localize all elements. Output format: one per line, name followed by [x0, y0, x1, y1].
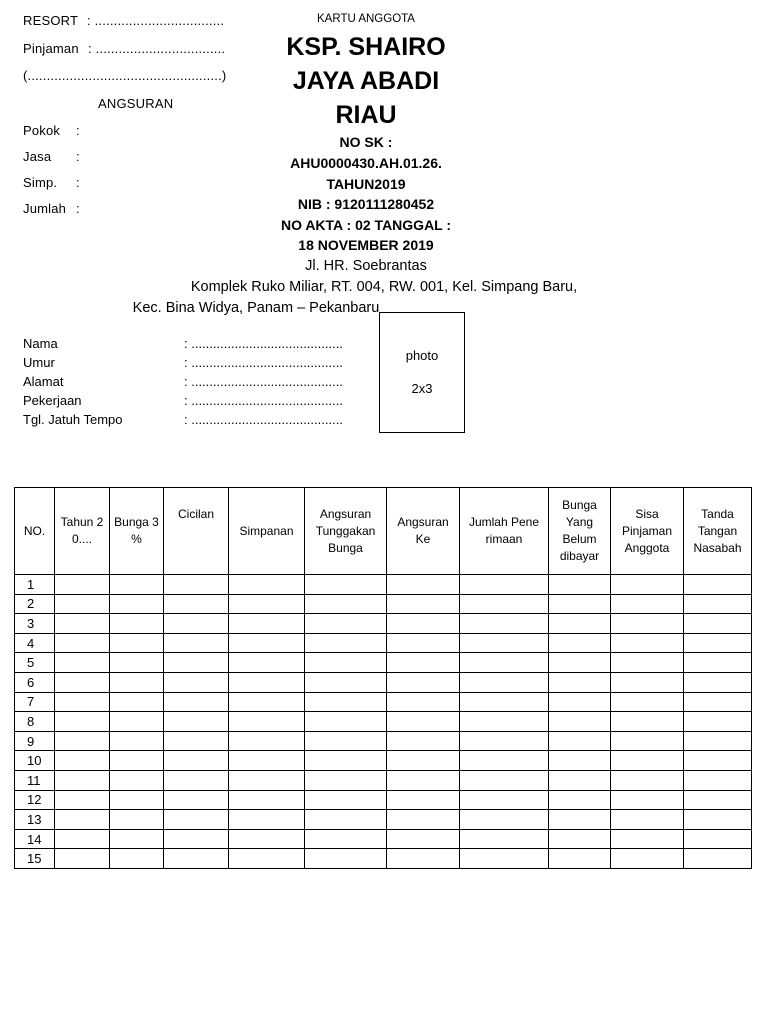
table-row — [15, 731, 752, 751]
pekerjaan-label: Pekerjaan — [23, 393, 82, 408]
table-cell[interactable] — [55, 712, 110, 732]
table-cell[interactable] — [549, 829, 611, 849]
table-cell[interactable] — [164, 633, 229, 653]
table-cell[interactable] — [549, 575, 611, 595]
row-number: 4 — [15, 633, 55, 653]
table-cell[interactable] — [164, 692, 229, 712]
table-row — [15, 653, 752, 673]
table-cell[interactable] — [387, 575, 460, 595]
header-simpanan: Simpanan — [229, 488, 305, 575]
table-cell[interactable] — [55, 692, 110, 712]
row-number: 9 — [15, 731, 55, 751]
table-row — [15, 751, 752, 771]
table-cell[interactable] — [387, 614, 460, 634]
table-cell[interactable] — [460, 594, 549, 614]
table-row — [15, 692, 752, 712]
org-name-line-1: KSP. SHAIRO — [286, 33, 446, 61]
pekerjaan-fill: : .......................................... — [184, 393, 343, 408]
table-cell[interactable] — [611, 731, 684, 751]
akta-line: NO AKTA : 02 TANGGAL : — [280, 217, 452, 233]
table-cell[interactable] — [549, 770, 611, 790]
table-cell[interactable] — [110, 575, 164, 595]
sk-line-3: TAHUN2019 — [326, 176, 406, 192]
table-cell[interactable] — [684, 653, 752, 673]
table-cell[interactable] — [611, 614, 684, 634]
address-line-1: Jl. HR. Soebrantas — [305, 258, 427, 274]
table-cell[interactable] — [164, 770, 229, 790]
table-cell[interactable] — [229, 790, 305, 810]
table-cell[interactable] — [611, 810, 684, 830]
card-label: KARTU ANGGOTA — [317, 13, 415, 25]
table-cell[interactable] — [387, 849, 460, 869]
photo-placeholder — [379, 312, 465, 433]
tgl-jatuh-tempo-fill: : .......................................... — [184, 412, 343, 427]
org-name-line-2: JAYA ABADI — [292, 67, 440, 95]
table-cell[interactable] — [684, 829, 752, 849]
table-cell[interactable] — [460, 712, 549, 732]
table-cell[interactable] — [684, 712, 752, 732]
nama-label: Nama — [23, 336, 58, 351]
table-cell[interactable] — [110, 692, 164, 712]
table-cell[interactable] — [305, 633, 387, 653]
table-row — [15, 594, 752, 614]
row-number: 7 — [15, 692, 55, 712]
table-cell[interactable] — [110, 672, 164, 692]
table-cell[interactable] — [684, 692, 752, 712]
table-cell[interactable] — [611, 790, 684, 810]
row-number: 6 — [15, 672, 55, 692]
table-cell[interactable] — [611, 712, 684, 732]
table-cell[interactable] — [55, 829, 110, 849]
akta-date-line: 18 NOVEMBER 2019 — [298, 237, 434, 253]
table-cell[interactable] — [387, 712, 460, 732]
row-number: 3 — [15, 614, 55, 634]
table-cell[interactable] — [387, 810, 460, 830]
table-cell[interactable] — [305, 672, 387, 692]
table-cell[interactable] — [460, 770, 549, 790]
alamat-label: Alamat — [23, 374, 64, 389]
pinjaman-fill: : .................................. — [88, 41, 226, 56]
table-cell[interactable] — [229, 751, 305, 771]
address-line-2: Komplek Ruko Miliar, RT. 004, RW. 001, Kel. Simpang Baru, — [190, 279, 578, 295]
paren-fill: (...................................................) — [23, 68, 227, 83]
umur-fill: : .......................................... — [184, 355, 343, 370]
table-cell[interactable] — [110, 751, 164, 771]
table-cell[interactable] — [387, 594, 460, 614]
alamat-fill: : .......................................... — [184, 374, 343, 389]
table-row — [15, 810, 752, 830]
table-cell[interactable] — [164, 751, 229, 771]
row-number: 10 — [15, 751, 55, 771]
table-cell[interactable] — [549, 633, 611, 653]
table-cell[interactable] — [549, 751, 611, 771]
row-number: 15 — [15, 849, 55, 869]
table-cell[interactable] — [549, 849, 611, 869]
table-cell[interactable] — [164, 594, 229, 614]
table-cell[interactable] — [611, 849, 684, 869]
header-angsuran-tunggakan-bunga: Angsuran Tunggakan Bunga — [305, 488, 387, 575]
photo-size-label: 2x3 — [411, 381, 433, 396]
table-cell[interactable] — [229, 653, 305, 673]
table-cell[interactable] — [305, 692, 387, 712]
table-row — [15, 633, 752, 653]
table-cell[interactable] — [684, 770, 752, 790]
table-cell[interactable] — [387, 653, 460, 673]
header-jumlah-penerimaan: Jumlah Penerimaan — [460, 488, 549, 575]
table-cell[interactable] — [55, 731, 110, 751]
table-cell[interactable] — [549, 731, 611, 751]
sk-line-2: AHU0000430.AH.01.26. — [290, 155, 442, 171]
nib-line: NIB : 9120111280452 — [297, 196, 435, 212]
table-cell[interactable] — [164, 614, 229, 634]
table-cell[interactable] — [164, 829, 229, 849]
table-cell[interactable] — [164, 731, 229, 751]
row-number: 1 — [15, 575, 55, 595]
simp-colon: : — [76, 175, 80, 190]
table-cell[interactable] — [305, 829, 387, 849]
table-cell[interactable] — [460, 849, 549, 869]
table-row — [15, 614, 752, 634]
table-cell[interactable] — [611, 829, 684, 849]
table-cell[interactable] — [460, 575, 549, 595]
table-cell[interactable] — [305, 731, 387, 751]
header-tahun: Tahun 20.... — [55, 488, 110, 575]
address-line-3: Kec. Bina Widya, Panam – Pekanbaru — [132, 300, 380, 316]
table-cell[interactable] — [229, 633, 305, 653]
table-cell[interactable] — [55, 790, 110, 810]
table-cell[interactable] — [55, 751, 110, 771]
table-header-row — [15, 488, 752, 575]
table-row — [15, 672, 752, 692]
table-cell[interactable] — [549, 614, 611, 634]
table-cell[interactable] — [684, 575, 752, 595]
table-cell[interactable] — [110, 810, 164, 830]
table-cell[interactable] — [305, 790, 387, 810]
table-cell[interactable] — [460, 672, 549, 692]
header-bunga: Bunga 3 % — [110, 488, 164, 575]
table-cell[interactable] — [55, 770, 110, 790]
table-cell[interactable] — [110, 849, 164, 869]
table-cell[interactable] — [110, 731, 164, 751]
table-cell[interactable] — [305, 594, 387, 614]
umur-label: Umur — [23, 355, 55, 370]
table-cell[interactable] — [684, 790, 752, 810]
table-cell[interactable] — [684, 731, 752, 751]
tgl-jatuh-tempo-label: Tgl. Jatuh Tempo — [23, 412, 123, 427]
table-cell[interactable] — [460, 653, 549, 673]
table-cell[interactable] — [229, 829, 305, 849]
pinjaman-label: Pinjaman — [23, 41, 79, 56]
table-cell[interactable] — [387, 633, 460, 653]
table-cell[interactable] — [164, 810, 229, 830]
table-cell[interactable] — [549, 810, 611, 830]
table-cell[interactable] — [387, 751, 460, 771]
table-cell[interactable] — [684, 594, 752, 614]
table-cell[interactable] — [110, 790, 164, 810]
table-cell[interactable] — [305, 653, 387, 673]
table-cell[interactable] — [229, 672, 305, 692]
table-cell[interactable] — [229, 770, 305, 790]
table-cell[interactable] — [611, 751, 684, 771]
table-cell[interactable] — [110, 653, 164, 673]
table-cell[interactable] — [611, 672, 684, 692]
row-number: 14 — [15, 829, 55, 849]
jumlah-colon: : — [76, 201, 80, 216]
table-row — [15, 790, 752, 810]
table-cell[interactable] — [460, 790, 549, 810]
header-bunga-belum-dibayar: Bunga Yang Belum dibayar — [549, 488, 611, 575]
table-cell[interactable] — [611, 692, 684, 712]
table-cell[interactable] — [110, 712, 164, 732]
simp-label: Simp. — [23, 175, 58, 190]
table-cell[interactable] — [229, 575, 305, 595]
table-cell[interactable] — [229, 594, 305, 614]
table-cell[interactable] — [387, 672, 460, 692]
table-cell[interactable] — [611, 770, 684, 790]
table-cell[interactable] — [611, 653, 684, 673]
table-cell[interactable] — [460, 810, 549, 830]
table-cell[interactable] — [611, 594, 684, 614]
table-cell[interactable] — [684, 751, 752, 771]
table-cell[interactable] — [387, 692, 460, 712]
header-sisa-pinjaman: Sisa Pinjaman Anggota — [611, 488, 684, 575]
table-cell[interactable] — [164, 672, 229, 692]
table-cell[interactable] — [110, 633, 164, 653]
table-row — [15, 849, 752, 869]
table-cell[interactable] — [387, 790, 460, 810]
jasa-label: Jasa — [23, 149, 52, 164]
table-cell[interactable] — [110, 594, 164, 614]
table-cell[interactable] — [387, 731, 460, 751]
nama-fill: : .......................................... — [184, 336, 343, 351]
table-cell[interactable] — [460, 692, 549, 712]
table-cell[interactable] — [460, 731, 549, 751]
jasa-colon: : — [76, 149, 80, 164]
header-cicilan: Cicilan — [164, 488, 229, 575]
table-cell[interactable] — [549, 672, 611, 692]
header-tanda-tangan: Tanda Tangan Nasabah — [684, 488, 752, 575]
table-cell[interactable] — [229, 692, 305, 712]
table-row — [15, 575, 752, 595]
table-cell[interactable] — [684, 672, 752, 692]
table-cell[interactable] — [549, 594, 611, 614]
angsuran-heading: ANGSURAN — [98, 96, 174, 111]
table-cell[interactable] — [55, 810, 110, 830]
table-cell[interactable] — [110, 829, 164, 849]
table-cell[interactable] — [229, 810, 305, 830]
table-cell[interactable] — [55, 672, 110, 692]
resort-fill: : .................................. — [87, 13, 225, 28]
pokok-colon: : — [76, 123, 80, 138]
table-cell[interactable] — [305, 849, 387, 869]
table-cell[interactable] — [460, 614, 549, 634]
table-cell[interactable] — [305, 810, 387, 830]
table-cell[interactable] — [684, 810, 752, 830]
table-cell[interactable] — [229, 614, 305, 634]
table-cell[interactable] — [305, 614, 387, 634]
table-cell[interactable] — [55, 575, 110, 595]
jumlah-label: Jumlah — [23, 201, 67, 216]
table-row — [15, 829, 752, 849]
row-number: 12 — [15, 790, 55, 810]
table-cell[interactable] — [684, 633, 752, 653]
table-row — [15, 770, 752, 790]
table-cell[interactable] — [684, 849, 752, 869]
row-number: 11 — [15, 770, 55, 790]
table-cell[interactable] — [55, 633, 110, 653]
table-cell[interactable] — [549, 790, 611, 810]
resort-label: RESORT — [23, 13, 79, 28]
table-cell[interactable] — [387, 770, 460, 790]
table-cell[interactable] — [164, 849, 229, 869]
table-cell[interactable] — [55, 653, 110, 673]
table-cell[interactable] — [229, 712, 305, 732]
row-number: 2 — [15, 594, 55, 614]
row-number: 8 — [15, 712, 55, 732]
table-cell[interactable] — [460, 829, 549, 849]
table-cell[interactable] — [164, 653, 229, 673]
table-cell[interactable] — [55, 614, 110, 634]
table-cell[interactable] — [164, 790, 229, 810]
table-cell[interactable] — [460, 633, 549, 653]
table-cell[interactable] — [164, 712, 229, 732]
table-cell[interactable] — [55, 594, 110, 614]
table-row — [15, 712, 752, 732]
sk-line-1: NO SK : — [339, 134, 393, 150]
row-number: 5 — [15, 653, 55, 673]
installment-table — [14, 487, 752, 869]
table-cell[interactable] — [229, 849, 305, 869]
table-cell[interactable] — [229, 731, 305, 751]
org-name-line-3: RIAU — [335, 101, 397, 129]
header-no: NO. — [15, 488, 55, 575]
photo-label: photo — [405, 348, 439, 363]
table-cell[interactable] — [549, 712, 611, 732]
pokok-label: Pokok — [23, 123, 61, 138]
table-cell[interactable] — [305, 770, 387, 790]
table-cell[interactable] — [684, 614, 752, 634]
table-cell[interactable] — [611, 633, 684, 653]
table-cell[interactable] — [305, 751, 387, 771]
header-angsuran-ke: Angsuran Ke — [387, 488, 460, 575]
table-cell[interactable] — [611, 575, 684, 595]
table-cell[interactable] — [110, 614, 164, 634]
table-cell[interactable] — [387, 829, 460, 849]
table-cell[interactable] — [305, 712, 387, 732]
table-cell[interactable] — [110, 770, 164, 790]
table-cell[interactable] — [55, 849, 110, 869]
row-number: 13 — [15, 810, 55, 830]
table-cell[interactable] — [305, 575, 387, 595]
table-cell[interactable] — [164, 575, 229, 595]
table-cell[interactable] — [549, 653, 611, 673]
table-cell[interactable] — [460, 751, 549, 771]
table-cell[interactable] — [549, 692, 611, 712]
